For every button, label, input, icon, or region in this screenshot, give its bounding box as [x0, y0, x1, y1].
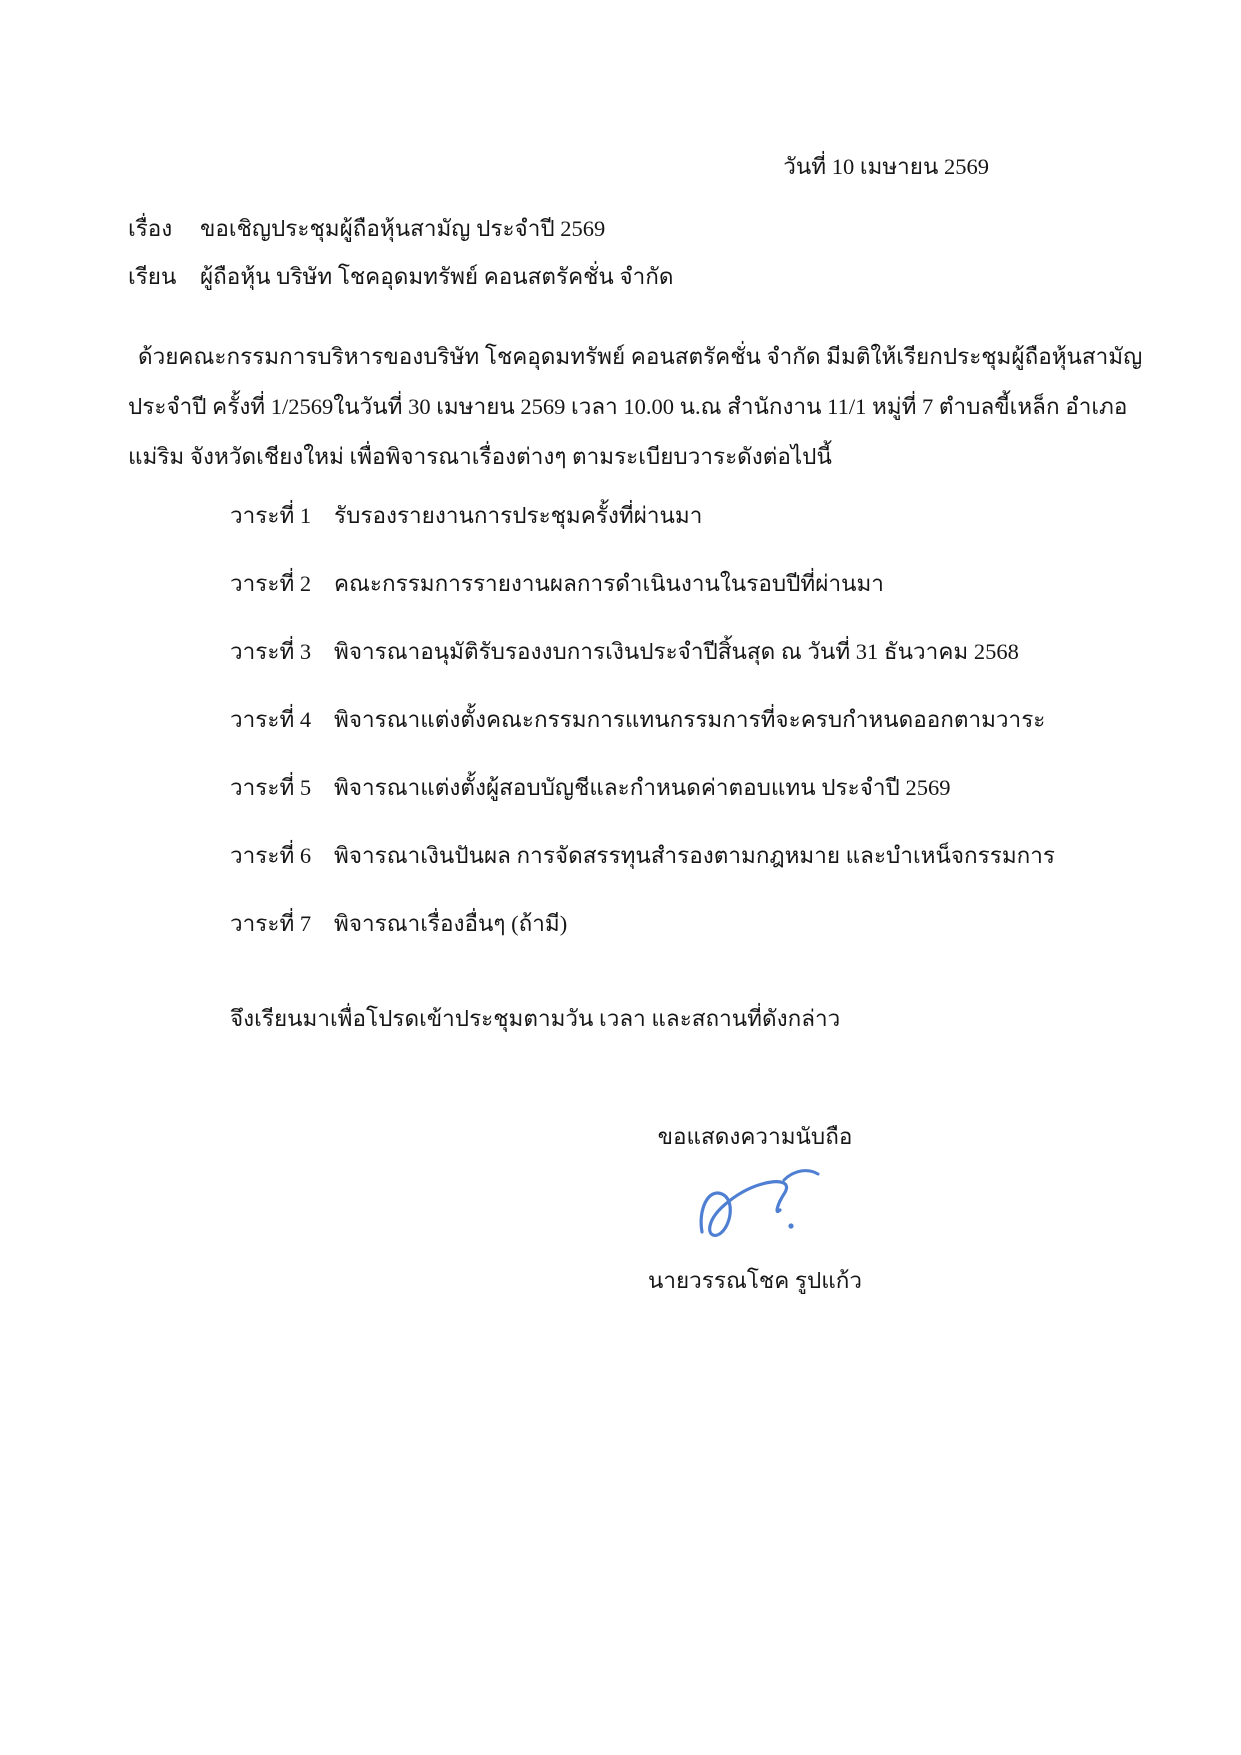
agenda-item-text: พิจารณาแต่งตั้งผู้สอบบัญชีและกำหนดค่าตอบแทน ประจำปี 2569 — [334, 775, 951, 800]
recipient-text: ผู้ถือหุ้น บริษัท โชคอุดมทรัพย์ คอนสตรัคชั่น จำกัด — [200, 264, 674, 289]
agenda-item-label: วาระที่ 3 — [230, 639, 312, 664]
agenda-item-2 — [230, 568, 1150, 599]
agenda-item-6 — [230, 840, 1150, 871]
recipient-line — [128, 258, 674, 294]
subject-line — [128, 210, 605, 246]
date-line: วันที่ 10 เมษายน 2569 — [783, 154, 989, 179]
agenda-item-4 — [230, 704, 1150, 735]
agenda-item-text: รับรองรายงานการประชุมครั้งที่ผ่านมา — [334, 503, 703, 528]
agenda-list — [230, 500, 1150, 976]
agenda-item-label: วาระที่ 1 — [230, 503, 312, 528]
agenda-item-5 — [230, 772, 1150, 803]
agenda-item-label: วาระที่ 7 — [230, 911, 312, 936]
agenda-item-7 — [230, 908, 1150, 939]
body-line: แม่ริม จังหวัดเชียงใหม่ เพื่อพิจารณาเรื่องต่างๆ ตามระเบียบวาระดังต่อไปนี้ — [128, 444, 832, 469]
agenda-item-label: วาระที่ 6 — [230, 843, 312, 868]
agenda-item-text: พิจารณาเรื่องอื่นๆ (ถ้ามี) — [334, 911, 568, 936]
agenda-item-label: วาระที่ 2 — [230, 571, 312, 596]
handwritten-signature-icon — [688, 1160, 848, 1252]
agenda-item-text: พิจารณาอนุมัติรับรองงบการเงินประจำปีสิ้นสุด ณ วันที่ 31 ธันวาคม 2568 — [334, 639, 1019, 664]
body-line: ด้วยคณะกรรมการบริหารของบริษัท โชคอุดมทรัพย์ คอนสตรัคชั่น จำกัด มีมติให้เรียกประชุมผู้ถือหุ้นสามัญ — [138, 344, 1143, 369]
subject-label: เรื่อง — [128, 216, 173, 241]
agenda-item-text: คณะกรรมการรายงานผลการดำเนินงานในรอบปีที่ผ่านมา — [334, 571, 884, 596]
agenda-item-text: พิจารณาเงินปันผล การจัดสรรทุนสำรองตามกฎหมาย และบำเหน็จกรรมการ — [334, 843, 1056, 868]
signer-name: นายวรรณโชค รูปแก้ว — [647, 1268, 863, 1293]
body-paragraph — [128, 332, 1143, 482]
agenda-item-3 — [230, 636, 1150, 667]
recipient-label: เรียน — [128, 264, 177, 289]
agenda-item-label: วาระที่ 4 — [230, 707, 312, 732]
agenda-item-1 — [230, 500, 1150, 531]
closing-line: จึงเรียนมาเพื่อโปรดเข้าประชุมตามวัน เวลา และสถานที่ดังกล่าว — [230, 1006, 841, 1031]
agenda-item-label: วาระที่ 5 — [230, 775, 312, 800]
body-line: ประจำปี ครั้งที่ 1/2569ในวันที่ 30 เมษายน 2569 เวลา 10.00 น.ณ สำนักงาน 11/1 หมู่ที่ 7 ตำบลขี้เหล็ก อำเภอ — [128, 394, 1128, 419]
signature-icon — [688, 1160, 848, 1252]
subject-text: ขอเชิญประชุมผู้ถือหุ้นสามัญ ประจำปี 2569 — [200, 216, 606, 241]
sign-off: ขอแสดงความนับถือ — [657, 1124, 853, 1149]
agenda-item-text: พิจารณาแต่งตั้งคณะกรรมการแทนกรรมการที่จะครบกำหนดออกตามวาระ — [334, 707, 1046, 732]
